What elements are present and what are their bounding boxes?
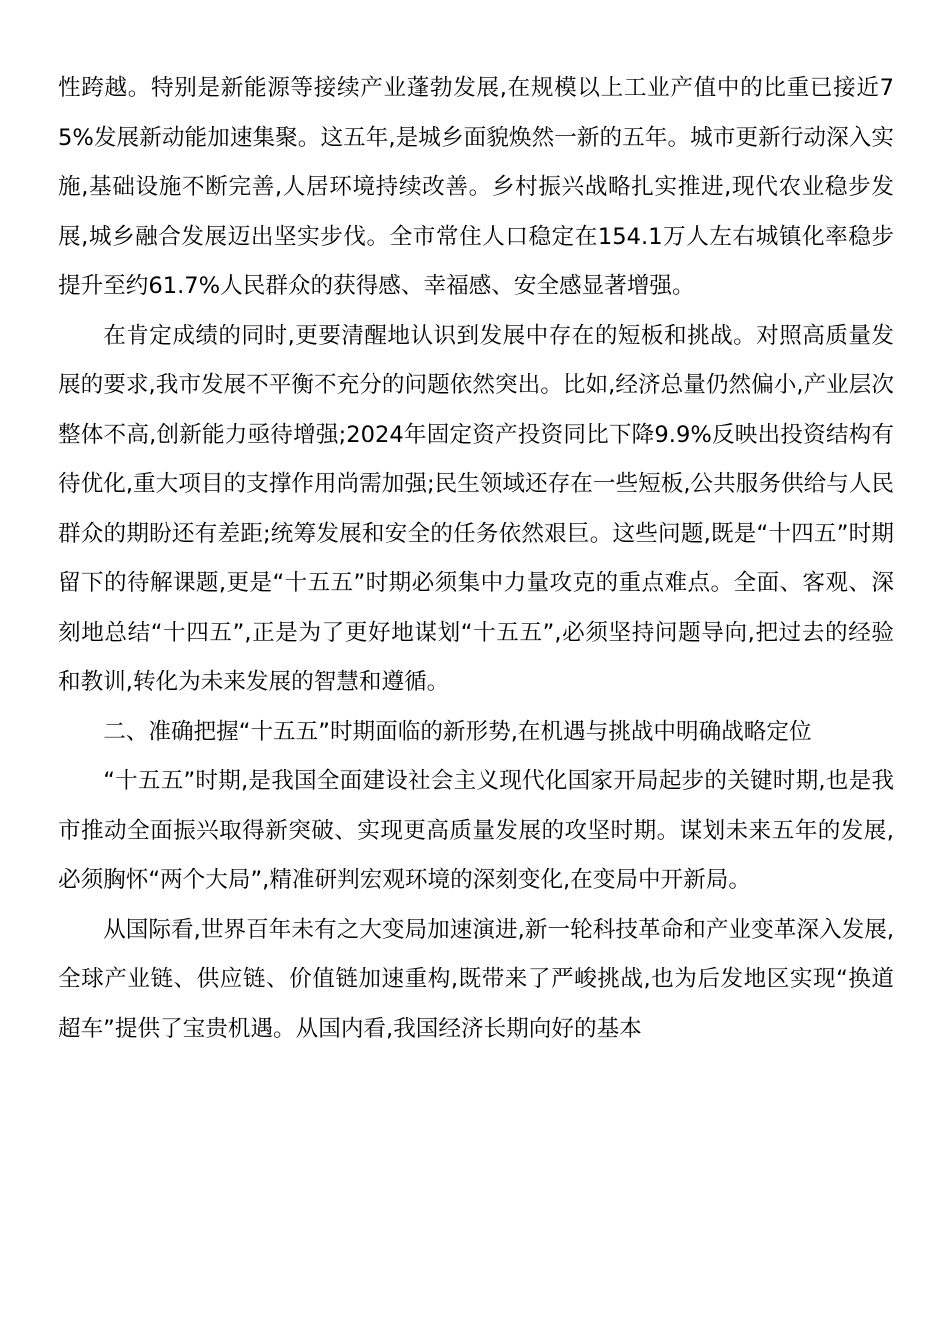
paragraph-shortcomings: 在肯定成绩的同时,更要清醒地认识到发展中存在的短板和挑战。对照高质量发展的要求,我市发展不平衡不充分的问题依然突出。比如,经济总量仍然偏小,产业层次整体不高,创新能力亟待增强;2024年固定资产投资同比下降9.9%反映出投资结构有待优化,重大项目的支撑作用尚需加强;民生领域还存在一些短板,公共服务供给与人民群众的期盼还有差距;统筹发展和安全的任务依然艰巨。这些问题,既是“十四五”时期留下的待解课题,更是“十五五”时期必须集中力量攻克的重点难点。全面、客观、深刻地总结“十四五”,正是为了更好地谋划“十五五”,必须坚持问题导向,把过去的经验和教训,转化为未来发展的智慧和遵循。: [58, 322, 894, 695]
paragraph-international-domestic: 从国际看,世界百年未有之大变局加速演进,新一轮科技革命和产业变革深入发展,全球产业链、供应链、价值链加速重构,既带来了严峻挑战,也为后发地区实现“换道超车”提供了宝贵机遇。从国内看,我国经济长期向好的基本: [58, 916, 894, 1042]
section-heading: 二、准确把握“十五五”时期面临的新形势,在机遇与挑战中明确战略定位: [103, 718, 812, 745]
paragraph-period-overview: “十五五”时期,是我国全面建设社会主义现代化国家开局起步的关键时期,也是我市推动全面振兴取得新突破、实现更高质量发展的攻坚时期。谋划未来五年的发展,必须胸怀“两个大局”,精准研判宏观环境的深刻变化,在变局中开新局。: [58, 768, 894, 893]
paragraph-continuation: 性跨越。特别是新能源等接续产业蓬勃发展,在规模以上工业产值中的比重已接近75%发展新动能加速集聚。这五年,是城乡面貌焕然一新的五年。城市更新行动深入实施,基础设施不断完善,人居环境持续改善。乡村振兴战略扎实推进,现代农业稳步发展,城乡融合发展迈出坚实步伐。全市常住人口稳定在154.1万人左右城镇化率稳步提升至约61.7%人民群众的获得感、幸福感、安全感显著增强。: [58, 75, 894, 299]
document-page: [58, 64, 894, 1054]
